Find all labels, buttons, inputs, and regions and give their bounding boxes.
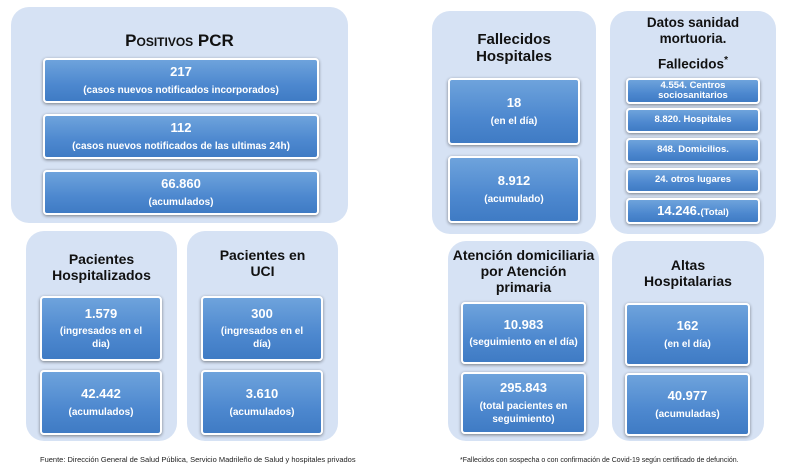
value: 40.977 xyxy=(667,388,708,404)
altas-daily-box xyxy=(625,303,750,366)
value: 112 xyxy=(170,120,192,136)
description: (casos nuevos notificados incorporados) xyxy=(83,84,279,96)
panel-title: Altas Hospitalarias xyxy=(644,257,732,290)
description: (ingresados en el día) xyxy=(220,326,304,351)
fallecidos-accumulated-box xyxy=(448,156,580,223)
value: 66.860 xyxy=(161,176,201,192)
subtitle-text: Fallecidos xyxy=(658,56,725,72)
panel-title: Datos sanidad mortuoria. xyxy=(646,15,740,46)
value: 10.983 xyxy=(503,316,544,332)
panel-pacientes-uci xyxy=(187,231,338,441)
panel-atencion-domiciliaria xyxy=(448,241,599,441)
pcr-new-incorporated-box xyxy=(43,58,319,103)
domiciliaria-daily-box xyxy=(461,302,586,364)
panel-title: Positivos PCR xyxy=(125,31,234,50)
panel-altas-hospitalarias xyxy=(612,241,764,441)
total xyxy=(657,204,729,218)
description: (acumulados) xyxy=(68,406,134,418)
value: 42.442 xyxy=(81,386,121,402)
source-footnote: Fuente: Dirección General de Salud Pública, Servicio Madrileño de Salud y hospitales privados xyxy=(40,455,356,464)
pcr-new-24h-box xyxy=(43,114,319,159)
value: 24. otros lugares xyxy=(654,174,732,186)
total-value: 14.246. xyxy=(657,202,701,218)
value: 18 xyxy=(506,95,522,111)
value: 848. Domicilios. xyxy=(657,144,729,156)
description: (total pacientes en seguimiento) xyxy=(479,400,568,425)
mortuoria-domicilios-box xyxy=(626,138,760,163)
value: 1.579 xyxy=(84,305,118,321)
panel-title: Fallecidos Hospitales xyxy=(476,31,552,66)
description: (acumulados) xyxy=(148,196,214,208)
description: (en el día) xyxy=(664,338,711,350)
mortuoria-sociosanitarios-box xyxy=(626,78,760,104)
panel-title: Pacientes en UCI xyxy=(219,247,306,280)
value: 162 xyxy=(676,318,699,334)
altas-accumulated-box xyxy=(625,373,750,436)
description: (ingresados en el dia) xyxy=(59,326,143,351)
mortuoria-total-box xyxy=(626,198,760,224)
fallecidos-daily-box xyxy=(448,78,580,145)
uci-daily-box xyxy=(201,296,323,361)
uci-accumulated-box xyxy=(201,370,323,435)
description: (casos nuevos notificados de las ultimas 24h) xyxy=(72,140,290,152)
description: (en el día) xyxy=(490,115,538,127)
pcr-accumulated-box xyxy=(43,170,319,215)
value: 300 xyxy=(251,305,273,321)
value: 8.912 xyxy=(497,173,531,189)
panel-title: Pacientes Hospitalizados xyxy=(52,251,151,284)
panel-positivos-pcr xyxy=(11,7,348,223)
description: (acumulado) xyxy=(484,193,544,205)
panel-sanidad-mortuoria xyxy=(610,11,776,234)
domiciliaria-total-box xyxy=(461,372,586,434)
panel-title: Atención domiciliaria por Atención primaria xyxy=(452,247,595,296)
hospitalizados-accumulated-box xyxy=(40,370,162,435)
panel-fallecidos-hospitales xyxy=(432,11,596,234)
mortuoria-otros-box xyxy=(626,168,760,193)
panel-subtitle xyxy=(610,55,776,72)
description: (seguimiento en el día) xyxy=(469,337,578,349)
hospitalizados-daily-box xyxy=(40,296,162,361)
value: 217 xyxy=(170,64,192,80)
asterisk: * xyxy=(724,55,728,66)
description: (acumuladas) xyxy=(655,408,720,420)
value: 3.610 xyxy=(245,386,279,402)
value: 8.820. Hospitales xyxy=(654,114,732,126)
total-label: (Total) xyxy=(700,206,729,218)
panel-pacientes-hospitalizados xyxy=(26,231,177,441)
value: 4.554. Centros sociosanitarios xyxy=(658,79,728,101)
description: (acumulados) xyxy=(229,406,295,418)
value: 295.843 xyxy=(500,380,547,396)
mortuary-footnote: *Fallecidos con sospecha o con confirmación de Covid-19 según certificado de defunción. xyxy=(460,457,739,464)
mortuoria-hospitales-box xyxy=(626,108,760,133)
